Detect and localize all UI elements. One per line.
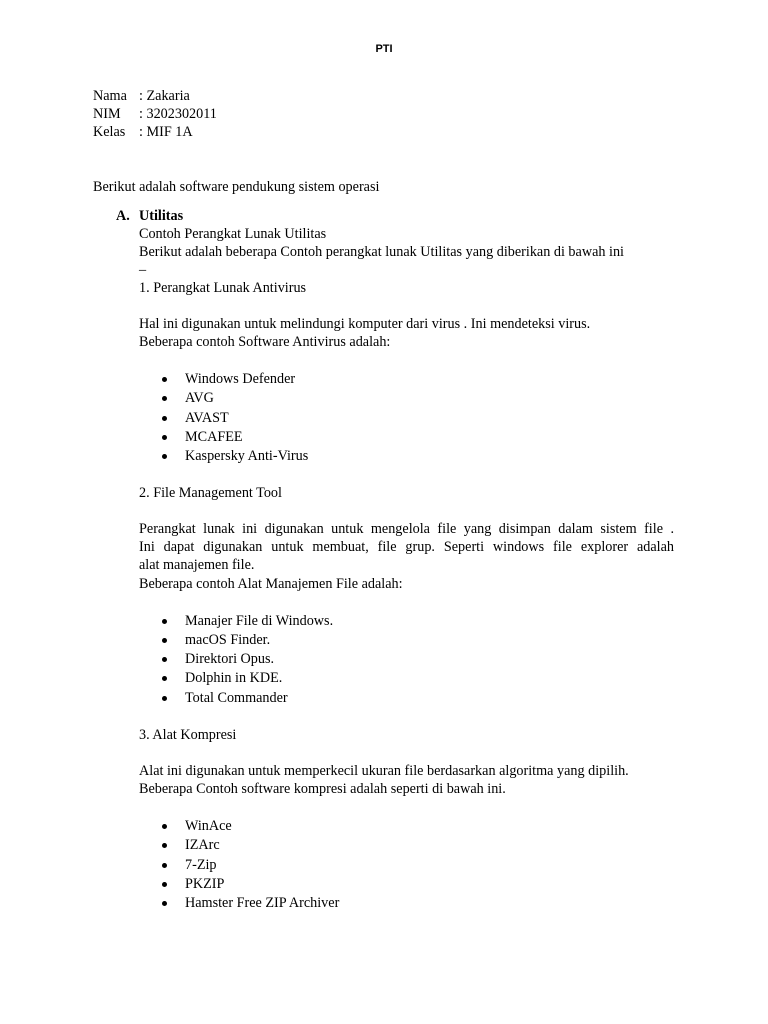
antivirus-desc-line: Beberapa contoh Software Antivirus adalah:: [139, 334, 391, 350]
list-item: MCAFEE: [185, 429, 243, 445]
bullet-icon: [162, 416, 167, 421]
list-item: AVAST: [185, 410, 229, 426]
file-management-desc-line: Beberapa contoh Alat Manajemen File adalah:: [139, 576, 403, 592]
section-lead-dash: –: [139, 262, 147, 278]
bullet-icon: [162, 377, 167, 382]
bullet-icon: [162, 638, 167, 643]
compression-heading: 3. Alat Kompresi: [139, 727, 237, 743]
list-item: Windows Defender: [185, 371, 296, 387]
section-title: Utilitas: [139, 208, 184, 224]
list-item: Direktori Opus.: [185, 651, 275, 667]
compression-desc-line: Beberapa Contoh software kompresi adalah seperti di bawah ini.: [139, 781, 506, 797]
list-item: 7-Zip: [185, 857, 217, 873]
file-management-desc-line: Perangkat lunak ini digunakan untuk mengelola file yang disimpan dalam sistem file .: [139, 521, 674, 537]
identity-label-nama: Nama: [93, 88, 127, 104]
section-lead-line: Berikut adalah beberapa Contoh perangkat lunak Utilitas yang diberikan di bawah ini: [139, 244, 624, 260]
list-item: IZArc: [185, 837, 220, 853]
file-management-desc-line: Ini dapat digunakan untuk membuat, file grup. Seperti windows file explorer adalah: [139, 539, 674, 555]
bullet-icon: [162, 657, 167, 662]
section-marker: A.: [116, 208, 130, 224]
antivirus-desc-line: Hal ini digunakan untuk melindungi komputer dari virus . Ini mendeteksi virus.: [139, 316, 591, 332]
list-item: PKZIP: [185, 876, 225, 892]
file-management-heading: 2. File Management Tool: [139, 485, 282, 501]
antivirus-heading: 1. Perangkat Lunak Antivirus: [139, 280, 307, 296]
bullet-icon: [162, 619, 167, 624]
file-management-desc-line: alat manajemen file.: [139, 557, 255, 573]
list-item: Kaspersky Anti-Virus: [185, 448, 309, 464]
bullet-icon: [162, 435, 167, 440]
bullet-icon: [162, 824, 167, 829]
identity-value-nim: : 3202302011: [139, 106, 217, 122]
list-item: Hamster Free ZIP Archiver: [185, 895, 340, 911]
bullet-icon: [162, 696, 167, 701]
list-item: WinAce: [185, 818, 232, 834]
bullet-icon: [162, 676, 167, 681]
list-item: Total Commander: [185, 690, 288, 706]
compression-desc-line: Alat ini digunakan untuk memperkecil ukuran file berdasarkan algoritma yang dipilih.: [139, 763, 629, 779]
intro-paragraph: Berikut adalah software pendukung sistem operasi: [93, 179, 380, 195]
identity-value-kelas: : MIF 1A: [139, 124, 193, 140]
page-title: PTI: [375, 43, 393, 55]
bullet-icon: [162, 843, 167, 848]
identity-label-nim: NIM: [93, 106, 121, 122]
identity-value-nama: : Zakaria: [139, 88, 190, 104]
identity-label-kelas: Kelas: [93, 124, 126, 140]
list-item: AVG: [185, 390, 214, 406]
list-item: Dolphin in KDE.: [185, 670, 283, 686]
list-item: macOS Finder.: [185, 632, 271, 648]
section-subtitle: Contoh Perangkat Lunak Utilitas: [139, 226, 327, 242]
bullet-icon: [162, 901, 167, 906]
bullet-icon: [162, 396, 167, 401]
bullet-icon: [162, 863, 167, 868]
bullet-icon: [162, 454, 167, 459]
bullet-icon: [162, 882, 167, 887]
list-item: Manajer File di Windows.: [185, 613, 334, 629]
